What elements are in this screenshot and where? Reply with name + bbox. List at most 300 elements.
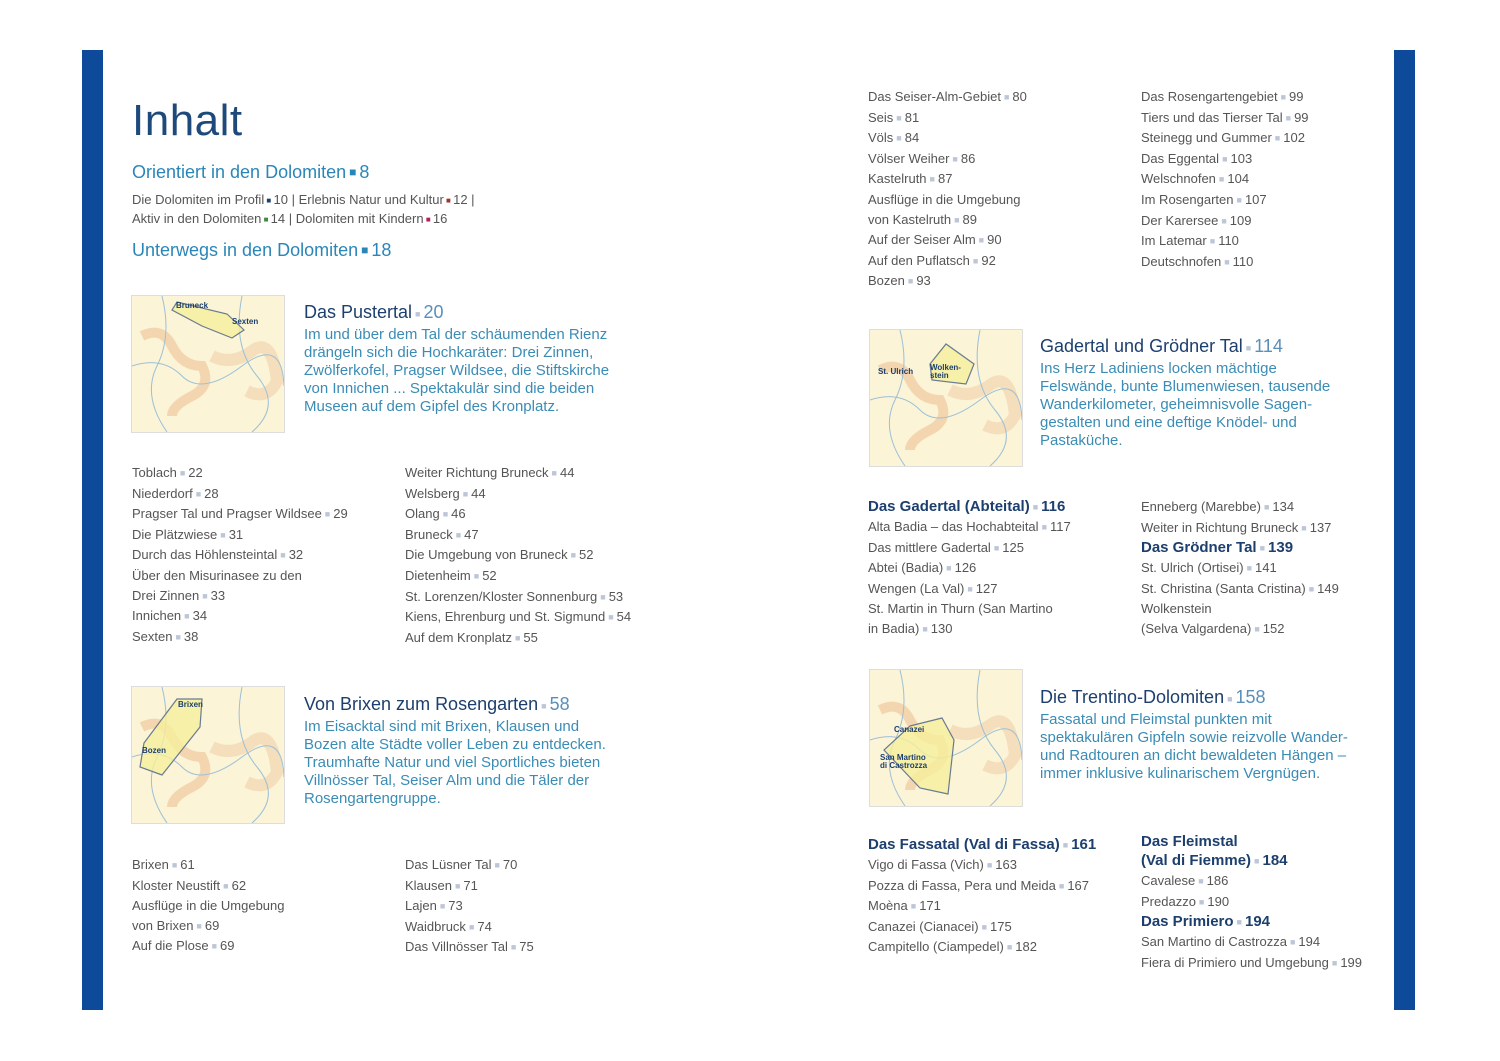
toc-list	[405, 463, 631, 648]
entry-label: Canazei (Cianacei)	[868, 918, 979, 934]
entry-label: Das Grödner Tal	[1141, 539, 1257, 557]
entry-page: 44	[471, 485, 486, 501]
entry-page: 22	[188, 465, 203, 480]
map-thumbnail-pustertal	[131, 295, 285, 433]
entry-label: Weiter Richtung Bruneck	[405, 465, 549, 480]
toc-entry[interactable]	[868, 517, 1071, 538]
bullet-icon: ■	[1218, 174, 1225, 185]
entry-page: 194	[1298, 934, 1321, 950]
entry-label: Lajen	[405, 898, 437, 914]
topic-page: 10	[273, 192, 288, 207]
entry-page: 29	[333, 506, 348, 522]
bullet-icon: ■	[1236, 917, 1242, 928]
bullet-icon: ■	[1301, 522, 1307, 533]
entry-page: 73	[448, 898, 463, 914]
entry-label: Das Eggental	[1141, 150, 1220, 166]
entry-page: 44	[559, 465, 575, 480]
toc-entry[interactable]	[1141, 871, 1362, 892]
toc-entry[interactable]	[1141, 599, 1339, 639]
bullet-icon: ■	[1263, 502, 1270, 512]
toc-entry[interactable]	[132, 463, 348, 484]
toc-entry[interactable]	[1141, 108, 1309, 129]
bullet-icon: ■	[195, 488, 202, 499]
entry-label: Sexten	[132, 628, 173, 644]
topic-label: Erlebnis Natur und Kultur	[298, 192, 444, 207]
toc-entry[interactable]	[868, 128, 1027, 149]
toc-entry[interactable]	[132, 876, 285, 897]
bullet-icon: ■	[570, 550, 577, 561]
entry-page: 104	[1227, 171, 1250, 187]
entry-page: 99	[1294, 109, 1309, 125]
entry-label: Pozza di Fassa, Pera und Meida	[868, 877, 1056, 893]
entry-label: Waidbruck	[405, 918, 466, 934]
entry-label: Die Plätzwiese	[132, 526, 218, 542]
bullet-icon: ■	[1003, 92, 1010, 102]
left-page-edge-bar	[82, 50, 103, 1010]
entry-page: 52	[579, 547, 594, 563]
bullet-icon: ■	[1198, 896, 1205, 907]
map-place-label: Bruneck	[176, 301, 209, 310]
entry-label: Campitello (Ciampedel)	[868, 939, 1004, 955]
toc-entry[interactable]	[868, 251, 1027, 272]
entry-page: 184	[1262, 852, 1288, 869]
bullet-icon: ■	[175, 631, 181, 642]
entry-page: 110	[1232, 253, 1254, 269]
entry-label: Welsberg	[405, 485, 460, 501]
entry-label: Moèna	[868, 898, 908, 914]
bullet-icon: ■	[600, 591, 606, 602]
toc-entry[interactable]	[405, 937, 534, 958]
topic-page: 12	[453, 192, 468, 207]
bullet-icon: ■	[1245, 343, 1252, 353]
bullet-icon: ■	[972, 255, 979, 266]
entry-page: 163	[995, 857, 1017, 872]
bullet-icon: ■	[896, 133, 902, 144]
bullet-icon: ■	[349, 165, 357, 179]
entry-label: Olang	[405, 506, 440, 522]
bullet-icon: ■	[1006, 942, 1013, 953]
toc-entry[interactable]	[132, 566, 348, 606]
toc-entry[interactable]	[868, 917, 1096, 938]
map-thumbnail-trentino	[869, 669, 1023, 807]
entry-label: Die Umgebung von Bruneck	[405, 547, 568, 563]
entry-page: 190	[1207, 893, 1230, 909]
entry-page: 47	[464, 526, 479, 542]
toc-entry[interactable]	[868, 271, 1027, 292]
bullet-icon: ■	[202, 590, 208, 601]
map-place-label: San Martino di Castrozza	[880, 753, 928, 770]
entry-page: 89	[962, 211, 978, 227]
entry-label: Vigo di Fassa (Vich)	[868, 857, 984, 872]
toc-list	[868, 87, 1027, 292]
toc-entry[interactable]	[868, 538, 1071, 559]
entry-label: Fiera di Primiero und Umgebung	[1141, 954, 1329, 970]
entry-page: 117	[1050, 519, 1071, 534]
toc-entry[interactable]	[1141, 497, 1339, 518]
entry-page: 52	[482, 567, 497, 583]
toc-entry[interactable]	[405, 484, 631, 505]
entry-label: Auf den Puflatsch	[868, 252, 970, 268]
bullet-icon: ■	[922, 623, 928, 634]
toc-entry[interactable]	[405, 525, 631, 546]
entry-label: Tiers und das Tierser Tal	[1141, 109, 1283, 125]
entry-page: 80	[1012, 89, 1027, 104]
toc-entry[interactable]	[405, 876, 534, 897]
section-description: Im und über dem Tal der schäumenden Rienz drängeln sich die Hochkaräter: Drei Zinnen, Zwölferkofel, Pragser Wildsee, die Stiftskirche von Innichen ... Spektakulär sind die beiden Museen auf dem Gipfel des Kronplatz.	[304, 326, 610, 415]
entry-label: Seis	[868, 109, 894, 125]
toc-entry[interactable]	[868, 876, 1096, 897]
section-description: Ins Herz Ladiniens locken mächtige Felswände, bunte Blumenwiesen, tausende Wanderkilometer, geheimnisvolle Sagen- gestalten und eine deftige Knödel- und Pastaküche.	[1040, 360, 1331, 449]
toc-entry[interactable]	[132, 545, 348, 566]
bullet-icon: ■	[929, 174, 935, 185]
entry-page: 125	[1002, 539, 1024, 555]
entry-page: 194	[1244, 913, 1271, 931]
toc-entry[interactable]	[132, 525, 348, 546]
entry-page: 141	[1255, 560, 1277, 576]
entry-page: 32	[288, 547, 304, 563]
entry-page: 62	[231, 877, 247, 893]
entry-label: Das Gadertal (Abteital)	[868, 498, 1030, 515]
toc-entry[interactable]	[868, 896, 1096, 917]
map-place-label: Canazei	[894, 725, 925, 734]
toc-entry[interactable]	[1141, 932, 1362, 953]
bullet-icon: ■	[1308, 583, 1315, 594]
entry-page: 93	[916, 273, 931, 289]
bullet-icon: ■	[1224, 256, 1230, 267]
bullet-icon: ■	[494, 860, 500, 870]
toc-entry[interactable]	[1141, 912, 1362, 932]
entry-label: Deutschnofen	[1141, 253, 1222, 269]
entry-page: 61	[180, 857, 195, 872]
toc-entry[interactable]	[1141, 211, 1309, 232]
bullet-icon: ■	[280, 550, 286, 561]
chapter-page: 8	[359, 162, 370, 182]
toc-entry[interactable]	[1141, 128, 1309, 149]
chapter-unterwegs[interactable]	[132, 240, 391, 261]
toc-entry[interactable]	[405, 566, 631, 587]
entry-label: Pragser Tal und Pragser Wildsee	[132, 506, 322, 522]
bullet-icon: ■	[324, 509, 331, 520]
entry-page: 53	[608, 588, 624, 604]
bullet-icon: ■	[462, 488, 469, 499]
bullet-icon: ■	[1259, 543, 1266, 554]
entry-label: Brixen	[132, 857, 169, 872]
toc-entry[interactable]	[132, 855, 285, 876]
entry-label: Auf der Seiser Alm	[868, 232, 976, 248]
bullet-icon: ■	[261, 215, 271, 224]
toc-entry[interactable]	[132, 606, 348, 627]
toc-entry[interactable]	[405, 545, 631, 566]
section-title-label: Das Pustertal	[304, 302, 413, 322]
toc-entry[interactable]	[868, 579, 1071, 600]
toc-entry[interactable]	[1141, 169, 1309, 190]
topic-label: Aktiv in den Dolomiten	[132, 211, 262, 226]
toc-entry[interactable]	[868, 87, 1027, 108]
toc-entry[interactable]	[868, 169, 1027, 190]
entry-label: Klausen	[405, 877, 452, 893]
entry-page: 171	[919, 898, 941, 914]
toc-entry[interactable]	[868, 230, 1027, 251]
map-place-label: Wolken- stein	[930, 363, 961, 380]
section-title-pustertal[interactable]	[304, 302, 444, 323]
section-title-label: Die Trentino-Dolomiten	[1040, 687, 1225, 707]
bullet-icon: ■	[454, 880, 461, 891]
bullet-icon: ■	[171, 860, 178, 870]
map-graphic	[870, 670, 1022, 806]
entry-page: 127	[975, 580, 998, 596]
separator: |	[467, 192, 475, 207]
map-place-label: Brixen	[178, 700, 203, 709]
map-place-label: St. Ulrich	[878, 367, 914, 376]
section-title-brixen[interactable]	[304, 694, 570, 715]
toc-list	[868, 835, 1096, 958]
section-title-label: Gadertal und Grödner Tal	[1040, 336, 1243, 356]
entry-label: Ausflüge in die Umgebung von Brixen	[132, 898, 285, 933]
bullet-icon: ■	[1274, 133, 1281, 144]
toc-entry[interactable]	[868, 558, 1071, 579]
section-page: 158	[1235, 687, 1266, 707]
toc-list	[132, 855, 285, 957]
toc-entry[interactable]	[868, 497, 1071, 517]
bullet-icon: ■	[1221, 215, 1227, 226]
bullet-icon: ■	[1236, 194, 1242, 205]
bullet-icon: ■	[455, 529, 462, 540]
entry-label: Steinegg und Gummer	[1141, 130, 1272, 146]
entry-page: 134	[1272, 499, 1295, 514]
bullet-icon: ■	[1331, 957, 1338, 968]
bullet-icon: ■	[223, 880, 229, 891]
toc-entry[interactable]	[132, 504, 348, 525]
toc-entry[interactable]	[405, 607, 631, 628]
entry-label: Welschnofen	[1141, 171, 1216, 187]
entry-page: 33	[210, 587, 226, 603]
bullet-icon: ■	[415, 309, 421, 319]
entry-page: 107	[1244, 191, 1267, 207]
entry-page: 199	[1340, 954, 1363, 970]
entry-label: Weiter in Richtung Bruneck	[1141, 519, 1299, 535]
toc-list	[1141, 87, 1309, 272]
topic-page: 14	[270, 211, 286, 226]
toc-entry[interactable]	[132, 627, 348, 648]
toc-list	[868, 497, 1071, 640]
map-place-label: Bozen	[142, 746, 166, 755]
toc-entry[interactable]	[1141, 538, 1339, 558]
entry-page: 46	[451, 506, 466, 522]
toc-entry[interactable]	[868, 835, 1096, 855]
toc-entry[interactable]	[405, 628, 631, 649]
entry-page: 84	[904, 130, 920, 146]
toc-entry[interactable]	[1141, 190, 1309, 211]
topic-page: 16	[432, 211, 448, 226]
entry-label: Völs	[868, 130, 894, 146]
toc-entry[interactable]	[868, 149, 1027, 170]
bullet-icon: ■	[1285, 112, 1292, 123]
intro-topic-link[interactable]	[296, 211, 448, 226]
entry-label: St. Ulrich (Ortisei)	[1141, 560, 1244, 576]
bullet-icon: ■	[1032, 502, 1039, 512]
entry-page: 74	[477, 918, 492, 934]
section-title-label: Von Brixen zum Rosengarten	[304, 694, 539, 714]
toc-entry[interactable]	[1141, 518, 1339, 539]
entry-page: 130	[930, 620, 953, 636]
bullet-icon: ■	[264, 196, 274, 205]
entry-label: Niederdorf	[132, 485, 193, 501]
bullet-icon: ■	[361, 243, 369, 257]
bullet-icon: ■	[179, 468, 186, 478]
toc-entry[interactable]	[405, 917, 534, 938]
entry-page: 182	[1015, 939, 1037, 955]
toc-entry[interactable]	[868, 937, 1096, 958]
section-page: 58	[549, 694, 570, 714]
entry-page: 92	[981, 252, 996, 268]
toc-entry[interactable]	[1141, 252, 1309, 273]
entry-label: Ausflüge in die Umgebung von Kastelruth	[868, 191, 1021, 227]
entry-label: Das Primiero	[1141, 913, 1234, 931]
toc-entry[interactable]	[405, 463, 631, 484]
entry-label: Bruneck	[405, 526, 453, 542]
bullet-icon: ■	[473, 570, 480, 581]
entry-page: 90	[987, 232, 1002, 248]
toc-entry[interactable]	[132, 936, 285, 957]
bullet-icon: ■	[608, 612, 614, 623]
page-title: Inhalt	[132, 96, 243, 145]
toc-entry[interactable]	[1141, 892, 1362, 913]
section-page: 114	[1254, 336, 1283, 356]
entry-page: 152	[1262, 620, 1285, 636]
entry-label: Cavalese	[1141, 873, 1196, 888]
separator: |	[285, 211, 296, 226]
toc-list	[1141, 497, 1339, 640]
map-place-label: Sexten	[232, 317, 259, 326]
intro-topic-link[interactable]	[299, 192, 468, 207]
entry-page: 69	[220, 938, 235, 954]
bullet-icon: ■	[986, 860, 993, 870]
toc-entry[interactable]	[405, 896, 534, 917]
bullet-icon: ■	[952, 153, 958, 164]
entry-page: 161	[1071, 836, 1097, 853]
entry-label: Wolkenstein (Selva Valgardena)	[1141, 601, 1252, 636]
bullet-icon: ■	[1254, 623, 1260, 634]
map-graphic	[132, 296, 284, 432]
right-page-edge-bar	[1394, 50, 1415, 1010]
toc-entry[interactable]	[868, 108, 1027, 129]
entry-label: Im Latemar	[1141, 233, 1207, 249]
entry-label: Auf dem Kronplatz	[405, 629, 512, 645]
chapter-label: Orientiert in den Dolomiten	[132, 162, 347, 182]
section-title-trentino[interactable]	[1040, 687, 1266, 708]
entry-page: 186	[1206, 873, 1229, 888]
entry-page: 167	[1067, 877, 1090, 893]
entry-label: Dietenheim	[405, 567, 471, 583]
entry-label: Das Rosengartengebiet	[1141, 89, 1278, 104]
toc-entry[interactable]	[1141, 87, 1309, 108]
toc-entry[interactable]	[1141, 579, 1339, 600]
entry-label: Enneberg (Marebbe)	[1141, 499, 1261, 514]
entry-page: 75	[519, 939, 534, 955]
bullet-icon: ■	[439, 901, 446, 912]
entry-page: 86	[960, 150, 976, 166]
entry-page: 70	[502, 857, 518, 872]
toc-entry[interactable]	[868, 190, 1027, 230]
entry-page: 137	[1309, 519, 1332, 535]
entry-page: 87	[937, 171, 953, 187]
entry-label: Im Rosengarten	[1141, 191, 1234, 207]
toc-entry[interactable]	[1141, 231, 1309, 252]
entry-label: Abtei (Badia)	[868, 560, 944, 576]
chapter-label: Unterwegs in den Dolomiten	[132, 240, 359, 260]
topic-label: Dolomiten mit Kindern	[295, 211, 424, 226]
bullet-icon: ■	[1280, 92, 1287, 102]
intro-topic-link[interactable]	[132, 192, 288, 207]
intro-topic-link[interactable]	[132, 211, 285, 226]
toc-entry[interactable]	[132, 896, 285, 936]
bullet-icon: ■	[211, 941, 218, 952]
toc-entry[interactable]	[405, 855, 534, 876]
toc-entry[interactable]	[1141, 953, 1362, 974]
toc-list	[405, 855, 534, 958]
toc-entry[interactable]	[132, 484, 348, 505]
bullet-icon: ■	[1254, 856, 1260, 866]
entry-label: San Martino di Castrozza	[1141, 934, 1287, 950]
bullet-icon: ■	[1209, 236, 1216, 247]
bullet-icon: ■	[196, 920, 202, 931]
bullet-icon: ■	[978, 235, 985, 246]
entry-page: 139	[1268, 539, 1294, 557]
toc-entry[interactable]	[868, 855, 1096, 876]
bullet-icon: ■	[551, 468, 557, 478]
entry-label: Kiens, Ehrenburg und St. Sigmund	[405, 609, 606, 625]
entry-page: 71	[463, 877, 478, 893]
entry-page: 109	[1229, 212, 1252, 228]
toc-entry[interactable]	[405, 587, 631, 608]
section-description: Fassatal und Fleimstal punkten mit spektakulären Gipfeln sowie reizvolle Wander- und Radtouren an dicht bewaldeten Hängen – immer inklusive kulinarischem Vergnügen.	[1040, 711, 1348, 782]
bullet-icon: ■	[468, 921, 475, 932]
entry-label: Auf die Plose	[132, 938, 209, 954]
toc-entry[interactable]	[1141, 558, 1339, 579]
map-graphic	[132, 687, 284, 823]
toc-entry[interactable]	[1141, 832, 1362, 871]
bullet-icon: ■	[220, 529, 226, 540]
section-title-gadertal[interactable]	[1040, 336, 1283, 357]
bullet-icon: ■	[1198, 876, 1204, 886]
entry-label: Wengen (La Val)	[868, 580, 965, 596]
bullet-icon: ■	[443, 196, 454, 205]
bullet-icon: ■	[967, 583, 973, 594]
bullet-icon: ■	[1222, 153, 1228, 164]
bullet-icon: ■	[954, 214, 960, 225]
entry-label: Über den Misurinasee zu den Drei Zinnen	[132, 567, 302, 603]
entry-label: Das Lüsner Tal	[405, 857, 492, 872]
entry-page: 31	[228, 526, 244, 542]
entry-page: 99	[1289, 89, 1304, 104]
bullet-icon: ■	[541, 701, 547, 711]
bullet-icon: ■	[896, 112, 902, 123]
entry-label: Kloster Neustift	[132, 877, 221, 893]
chapter-orientiert[interactable]	[132, 162, 369, 183]
toc-entry[interactable]	[868, 599, 1071, 639]
toc-entry[interactable]	[1141, 149, 1309, 170]
entry-label: Durch das Höhlensteintal	[132, 547, 278, 563]
intro-topics	[132, 191, 512, 229]
entry-label: Das Fassatal (Val di Fassa)	[868, 836, 1060, 853]
entry-label: St. Lorenzen/Kloster Sonnenburg	[405, 588, 598, 604]
bullet-icon: ■	[1289, 937, 1296, 948]
entry-page: 175	[990, 918, 1012, 934]
entry-page: 149	[1317, 580, 1339, 596]
toc-entry[interactable]	[405, 504, 631, 525]
entry-label: Das mittlere Gadertal	[868, 539, 991, 555]
entry-label: Alta Badia – das Hochabteital	[868, 519, 1039, 534]
